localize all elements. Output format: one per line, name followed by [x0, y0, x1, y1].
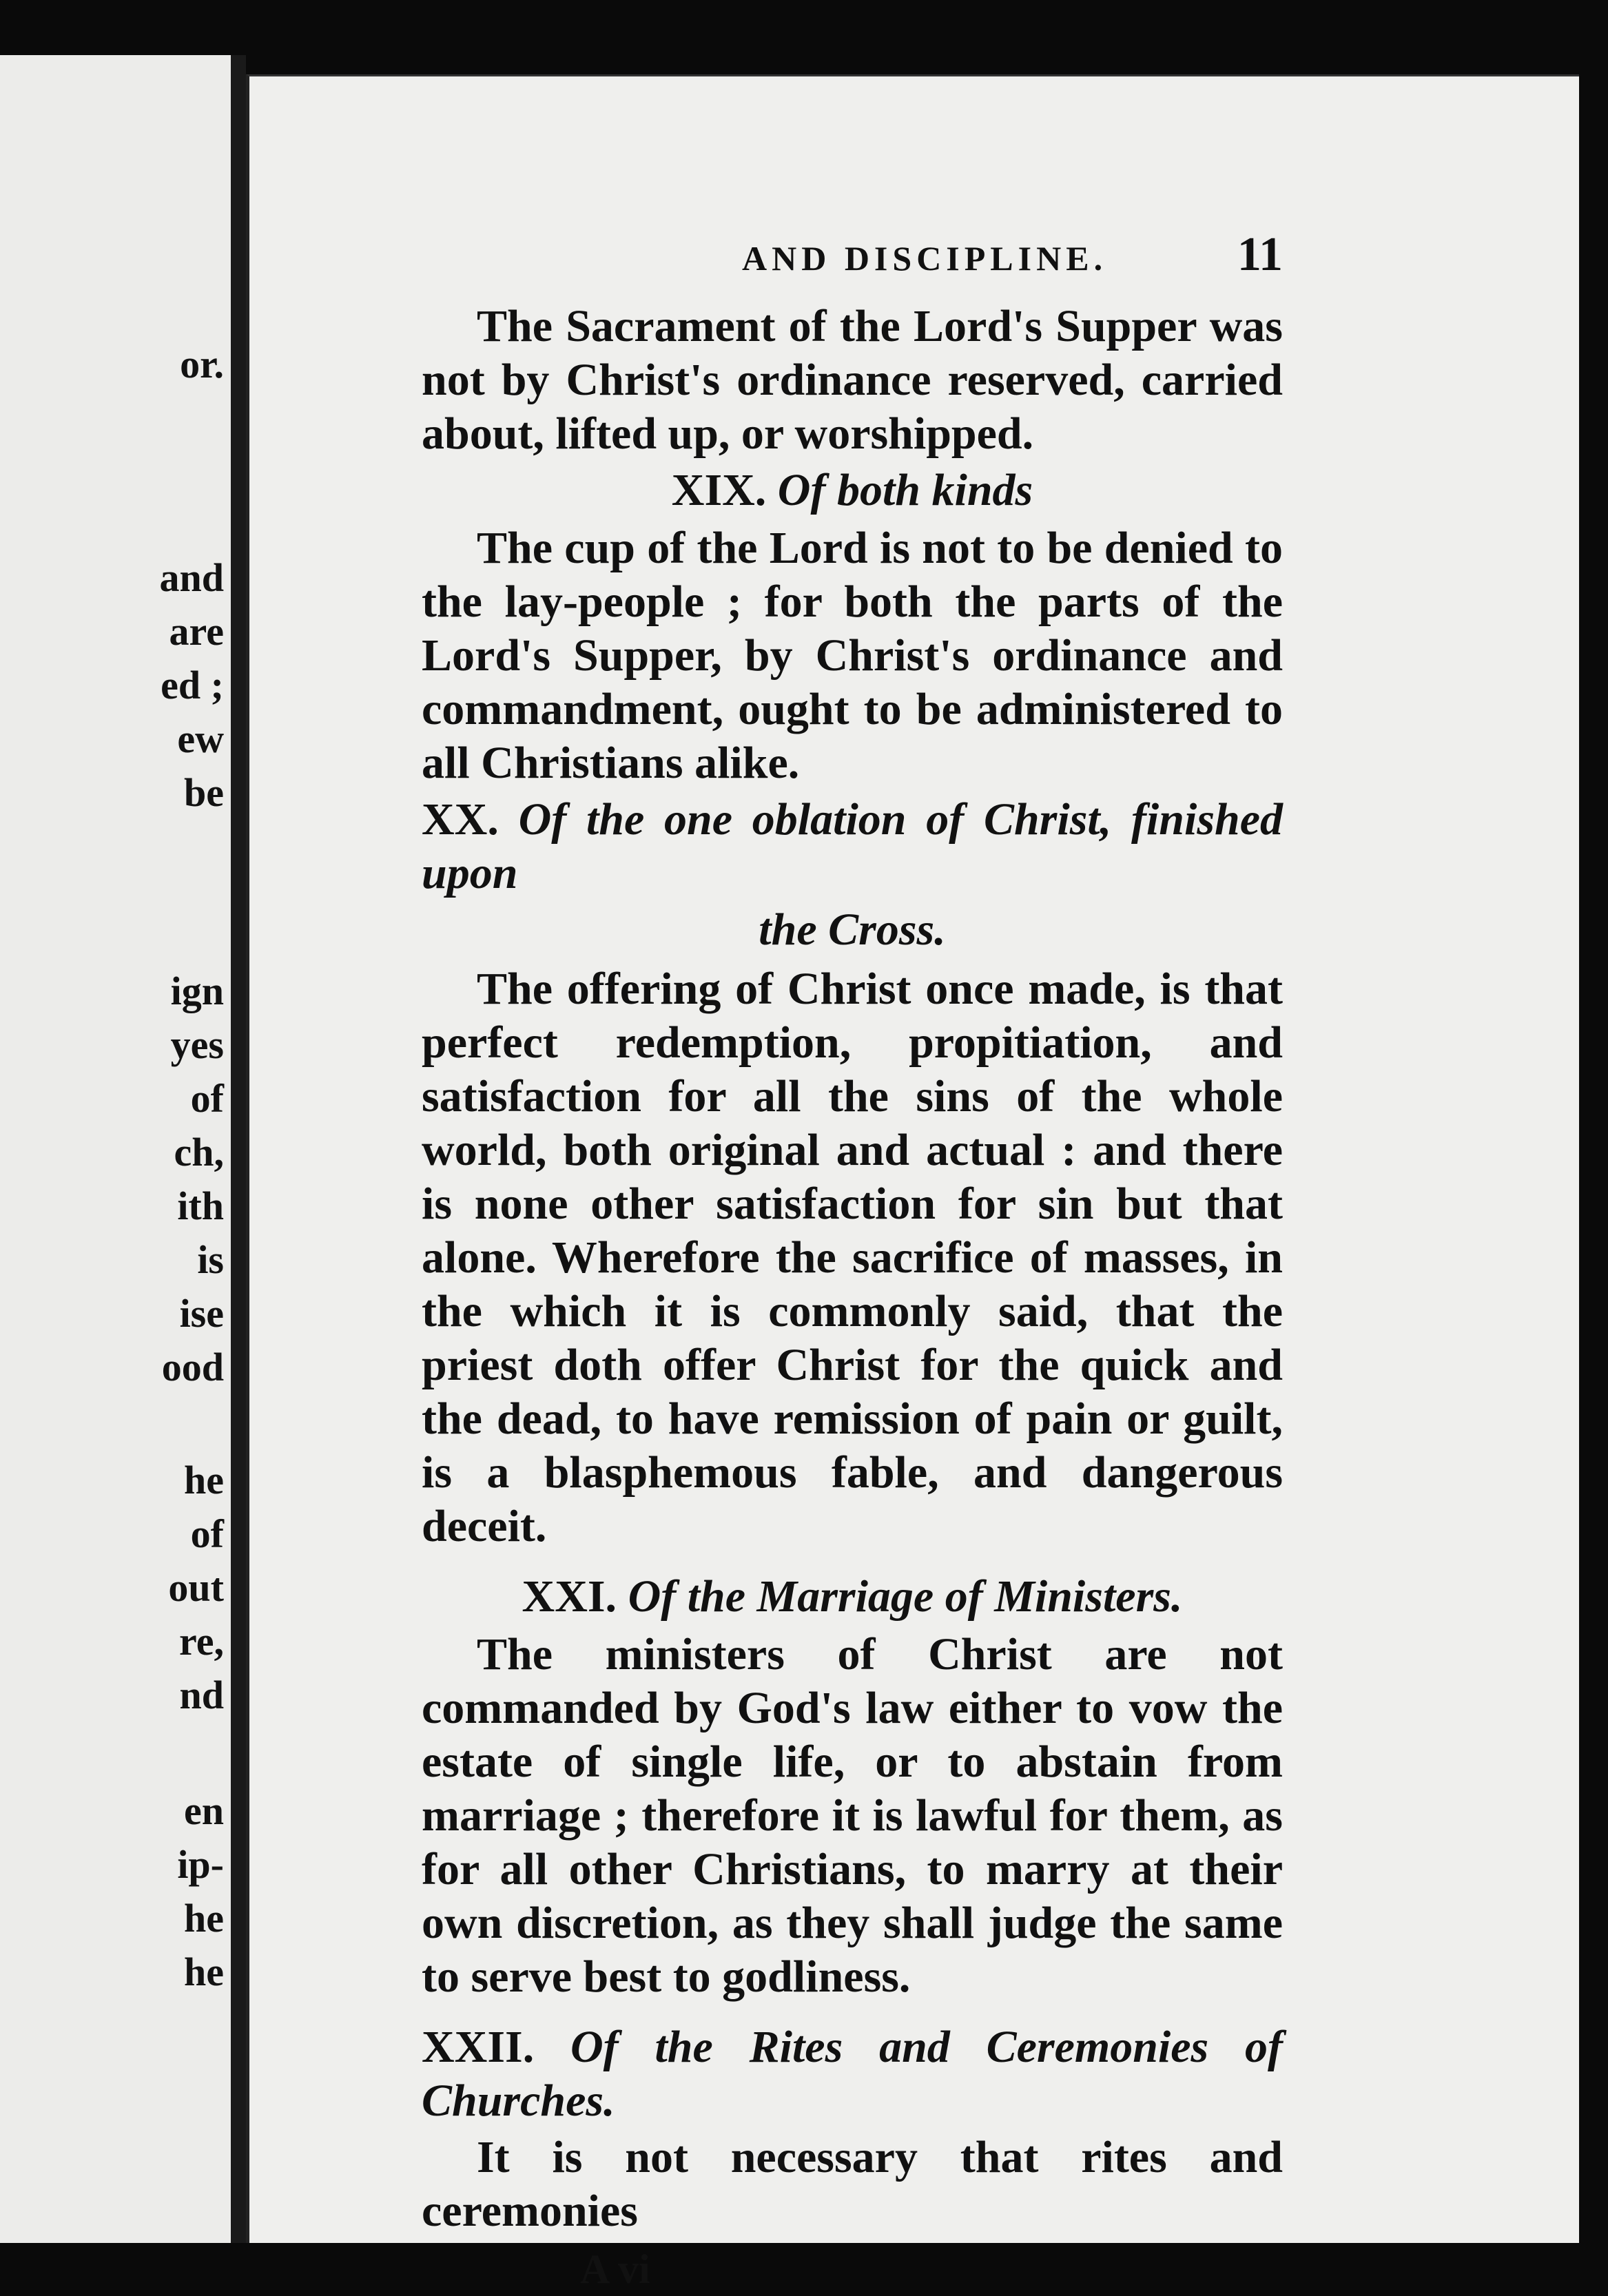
article-21-body: The ministers of Christ are not commanded by God's law either to vow the estate of single life, or to abstain from marriage ; therefore it is lawful for them, as for all other Christians, to marry at their own discretion, as they shall judge the same to serve best to godliness. [422, 1629, 1283, 2002]
left-fragment: ch, [174, 1130, 224, 1175]
spacer [422, 2004, 1283, 2018]
article-20-body: The offering of Christ once made, is that perfect redemption, propitiation, and satisfaction for all the sins of the whole world, both original and actual : and there is none other satisfaction for sin but that alone. Wherefore the sacrifice of masses, in the which it is commonly said, that the priest doth offer Christ for the quick and the dead, to have remission of pain or guilt, is a blasphemous fable, and dangerous deceit. [422, 964, 1283, 1551]
article-title: Of the Marriage of Ministers. [628, 1571, 1183, 1622]
left-fragment: he [184, 1458, 224, 1502]
running-head-title: AND DISCIPLINE. [742, 239, 1108, 278]
left-fragment: ed ; [161, 663, 224, 707]
article-number: XXI. [522, 1571, 617, 1622]
left-fragment: ign [170, 969, 224, 1013]
article-title: Of both kinds [777, 465, 1033, 515]
left-fragment: are [169, 609, 224, 654]
article-number: XX. [422, 794, 499, 845]
left-fragment: ise [179, 1291, 224, 1336]
running-head [422, 228, 1283, 285]
article-20-title-continuation: the Cross. [759, 904, 946, 955]
article-number: XXII. [422, 2022, 535, 2072]
spacer [422, 1553, 1283, 1567]
left-fragment: be [184, 770, 224, 815]
article-title: Of the one oblation of Christ, finished upon [422, 794, 1283, 898]
left-fragment: he [184, 1949, 224, 1994]
left-fragment: ip- [177, 1842, 224, 1887]
book-gutter [231, 55, 246, 2243]
left-fragment: out [168, 1565, 224, 1610]
left-fragment: ood [161, 1345, 224, 1389]
left-fragment: yes [170, 1022, 224, 1067]
book-page [246, 74, 1579, 2292]
left-fragment: and [159, 555, 224, 600]
left-fragment: ith [177, 1183, 224, 1228]
previous-page-fragment [0, 55, 231, 2243]
left-fragment: re, [179, 1619, 224, 1664]
article-19-heading [422, 464, 1283, 517]
article-20-heading [422, 793, 1283, 900]
page-text [422, 228, 1283, 2296]
article-19-body: The cup of the Lord is not to be denied to the lay-people ; for both the parts of the Lord's Supper, by Christ's ordinance and commandment, ought to be administered to all Christians alike. [422, 523, 1283, 788]
paragraph-lords-supper: The Sacrament of the Lord's Supper was not by Christ's ordinance reserved, carried about, lifted up, or worshipped. [422, 301, 1283, 459]
left-fragment: en [184, 1788, 224, 1833]
left-fragment: he [184, 1896, 224, 1941]
left-fragment: of [190, 1076, 224, 1121]
article-21-heading [422, 1570, 1283, 1624]
left-fragment: nd [179, 1673, 224, 1717]
left-fragment: of [190, 1511, 224, 1556]
article-title: Of the Rites and Ceremonies of Churches. [422, 2022, 1284, 2126]
left-fragment: is [197, 1237, 224, 1282]
article-22-body: It is not necessary that rites and ceremonies [422, 2132, 1283, 2236]
article-22-heading [422, 2020, 1283, 2128]
article-number: XIX. [671, 465, 767, 515]
left-fragment: ew [177, 716, 224, 761]
page-number: 11 [1237, 228, 1283, 281]
left-fragment: or. [180, 342, 224, 386]
printer-signature-mark: A vi [580, 2246, 650, 2292]
